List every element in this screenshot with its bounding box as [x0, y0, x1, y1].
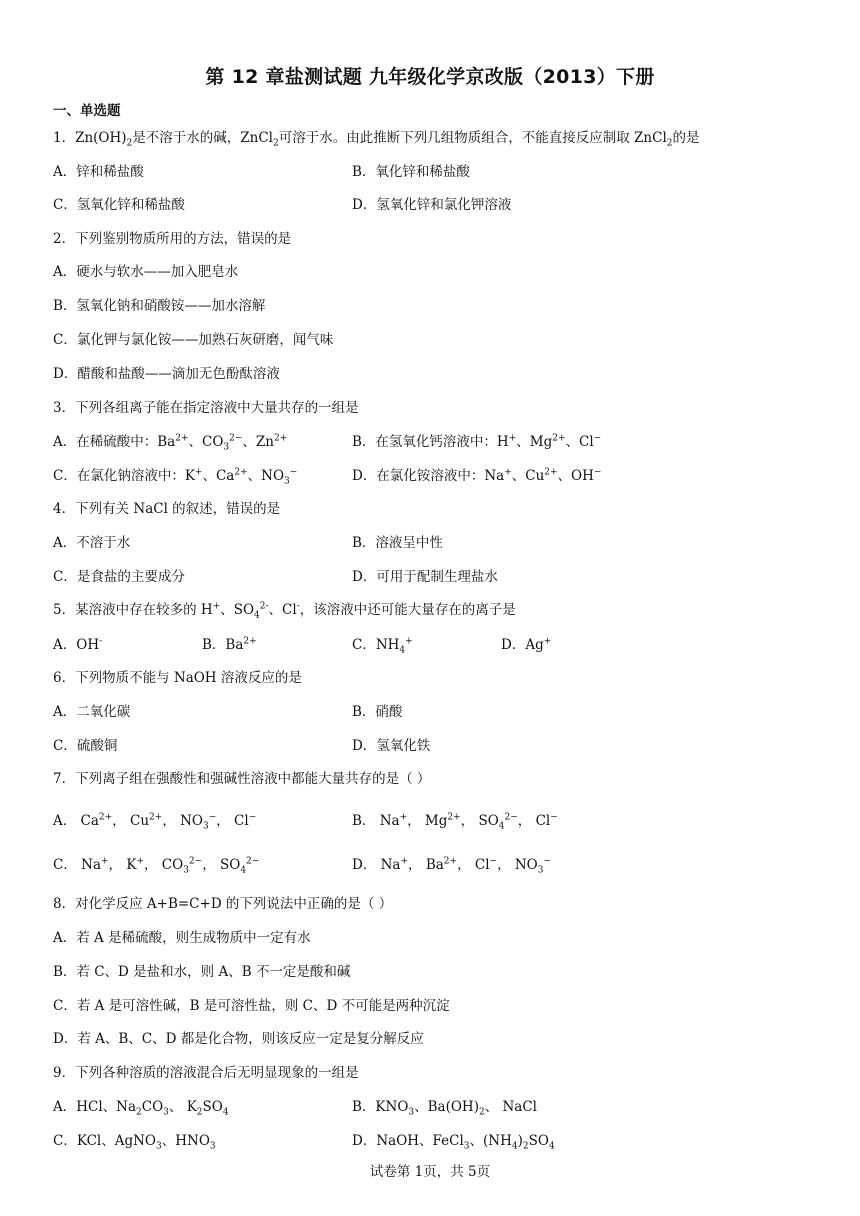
section-heading: 一、单选题 — [53, 103, 121, 119]
q6-option-c: C．硫酸铜 — [53, 738, 118, 754]
q3-option-c: C．在氯化钠溶液中：K+、$Ca^{2+}$、$NO_3^-$ — [53, 467, 298, 487]
q7-option-d: D． Na+， $Ba^{2+}$， Cl−， $NO_3^-$ — [352, 856, 552, 876]
q1-stem: 1．$Zn(OH)_2$是不溶于水的碱，ZnCl$_2$可溶于水。由此推断下列几组物质组合，不能直接反应制取 ZnCl$_2$的是 — [53, 130, 700, 149]
q1-option-d: D．氢氧化锌和氯化钾溶液 — [352, 197, 512, 213]
q2-option-c: C．氯化钾与氯化铵——加熟石灰研磨，闻气味 — [53, 332, 334, 348]
q4-stem: 4．下列有关 NaCl 的叙述，错误的是 — [53, 501, 281, 517]
q4-option-b: B．溶液呈中性 — [352, 535, 443, 551]
q6-option-d: D．氢氧化铁 — [352, 738, 431, 754]
q5-option-a: A．OH- — [53, 636, 103, 653]
q5-option-b: B．$Ba^{2+}$ — [202, 636, 257, 653]
q9-option-b: B．$KNO_3$、$Ba(OH)_2$、 NaCl — [352, 1099, 538, 1118]
q5-option-c: C．$NH_4^+$ — [352, 636, 413, 656]
q8-stem: 8．对化学反应 A+B=C+D 的下列说法中正确的是（ ） — [53, 896, 393, 912]
q7-option-b: B． Na+， $Mg^{2+}$， $SO_4^{2-}$， Cl− — [352, 812, 558, 832]
q6-option-b: B．硝酸 — [352, 704, 403, 720]
q8-option-b: B．若 C、D 是盐和水，则 A、B 不一定是酸和碱 — [53, 964, 351, 980]
q6-stem: 6．下列物质不能与 NaOH 溶液反应的是 — [53, 670, 302, 686]
q7-option-a: A． $Ca^{2+}$， $Cu^{2+}$， $NO_3^-$， Cl− — [53, 812, 257, 832]
q3-option-b: B．在氢氧化钙溶液中：H+、$Mg^{2+}$、Cl− — [352, 433, 602, 450]
q7-option-c: C． Na+， K+， $CO_3^{2-}$， $SO_4^{2-}$ — [53, 856, 260, 876]
q2-option-d: D．醋酸和盐酸——滴加无色酚酞溶液 — [53, 366, 280, 382]
page-footer: 试卷第 1页，共 5页 — [369, 1164, 491, 1180]
q5-option-d: D．Ag+ — [501, 636, 552, 653]
q9-option-c: C．KCl、AgNO$_3$、$HNO_3$ — [53, 1133, 216, 1152]
q3-option-d: D．在氯化铵溶液中：Na+、$Cu^{2+}$、OH− — [352, 467, 602, 484]
q9-option-a: A．HCl、$Na_2CO_3$、 $K_2SO_4$ — [53, 1099, 229, 1118]
q3-stem: 3．下列各组离子能在指定溶液中大量共存的一组是 — [53, 400, 359, 416]
q4-option-a: A．不溶于水 — [53, 535, 131, 551]
q8-option-a: A．若 A 是稀硫酸，则生成物质中一定有水 — [53, 930, 311, 946]
q1-option-b: B．氧化锌和稀盐酸 — [352, 164, 470, 180]
q1-option-a: A．锌和稀盐酸 — [53, 164, 144, 180]
q4-option-d: D．可用于配制生理盐水 — [352, 569, 498, 585]
q5-stem: 5．某溶液中存在较多的 H+、$SO_4^{2-}$、Cl-，该溶液中还可能大量存在的离子是 — [53, 601, 516, 621]
q2-option-b: B．氢氧化钠和硝酸铵——加水溶解 — [53, 298, 266, 314]
q6-option-a: A．二氧化碳 — [53, 704, 131, 720]
q9-option-d: D．NaOH、FeCl$_3$、$(NH_4)_2SO_4$ — [352, 1133, 555, 1152]
q9-stem: 9．下列各种溶质的溶液混合后无明显现象的一组是 — [53, 1065, 359, 1081]
q8-option-d: D．若 A、B、C、D 都是化合物，则该反应一定是复分解反应 — [53, 1031, 424, 1047]
page-title: 第 12 章盐测试题 九年级化学京改版（2013）下册 — [205, 66, 655, 88]
q2-option-a: A．硬水与软水——加入肥皂水 — [53, 264, 239, 280]
q2-stem: 2．下列鉴别物质所用的方法，错误的是 — [53, 231, 292, 247]
q7-stem: 7．下列离子组在强酸性和强碱性溶液中都能大量共存的是（ ） — [53, 771, 431, 787]
q3-option-a: A．在稀硫酸中：$Ba^{2+}$、$CO_3^{2-}$、$Zn^{2+}$ — [53, 433, 288, 453]
q1-option-c: C．氢氧化锌和稀盐酸 — [53, 197, 185, 213]
q4-option-c: C．是食盐的主要成分 — [53, 569, 185, 585]
q8-option-c: C．若 A 是可溶性碱，B 是可溶性盐，则 C、D 不可能是两种沉淀 — [53, 998, 450, 1014]
